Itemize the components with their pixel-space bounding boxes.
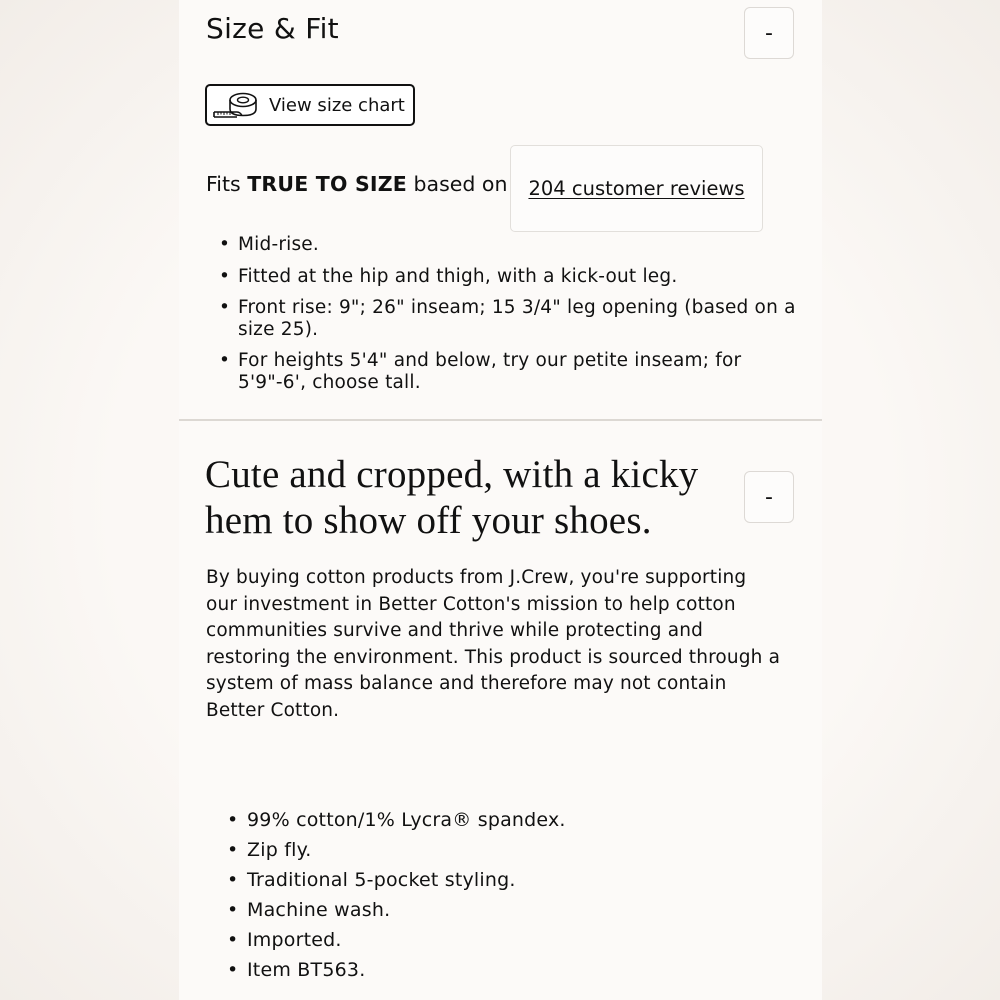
bullet: • [227,869,239,891]
minus-icon: - [765,20,773,46]
bullet: • [219,350,231,371]
bullet: • [227,899,239,921]
size-fit-collapse-button[interactable] [744,7,794,59]
list-item [227,955,566,985]
list-item-text: Mid-rise. [238,234,319,255]
fit-value: TRUE TO SIZE [247,172,407,196]
size-chart-label: View size chart [269,94,405,116]
list-item [227,805,566,835]
bullet: • [227,809,239,831]
product-details-panel [179,0,822,1000]
minus-icon: - [765,484,773,510]
product-headline: Cute and cropped, with a kicky hem to show off your shoes. [205,453,699,542]
reviews-link-box[interactable] [510,145,763,232]
list-item-text: Front rise: 9"; 26" inseam; 15 3/4" leg opening (based on a size 25). [238,297,796,340]
list-item-text: Machine wash. [247,899,391,921]
fit-details-list [219,234,809,403]
list-item [227,925,566,955]
list-item-text: 99% cotton/1% Lycra® spandex. [247,809,566,831]
bullet: • [219,297,231,318]
product-description: By buying cotton products from J.Crew, you're supporting our investment in Better Cotton's mission to help cotton communities survive and thrive while protecting and restoring the environment. This product is sourced through a system of mass balance and therefore may not contain Better Cotton. [206,567,781,721]
view-size-chart-button[interactable] [205,84,415,126]
list-item [219,234,809,256]
list-item [219,266,809,288]
measuring-tape-icon [209,88,261,122]
list-item [227,895,566,925]
list-item-text: Traditional 5-pocket styling. [247,869,516,891]
bullet: • [227,839,239,861]
section-divider [179,419,822,421]
list-item-text: For heights 5'4" and below, try our petite inseam; for 5'9"-6', choose tall. [238,350,742,393]
customer-reviews-link[interactable]: 204 customer reviews [528,177,745,200]
bullet: • [219,234,231,255]
list-item [219,350,809,393]
bullet: • [227,929,239,951]
size-fit-section [179,0,822,419]
list-item-text: Item BT563. [247,959,366,981]
list-item-text: Zip fly. [247,839,312,861]
list-item [219,297,809,340]
bullet: • [219,265,231,287]
fit-suffix: based on [407,172,508,196]
product-features-list [227,805,566,985]
size-fit-title: Size & Fit [206,12,339,45]
fit-prefix: Fits [206,172,248,196]
list-item [227,865,566,895]
fit-summary [206,172,507,196]
bullet: • [227,959,239,981]
description-collapse-button[interactable] [744,471,794,523]
list-item [227,835,566,865]
list-item-text: Imported. [247,929,342,951]
list-item-text: Fitted at the hip and thigh, with a kick-out leg. [238,265,678,287]
